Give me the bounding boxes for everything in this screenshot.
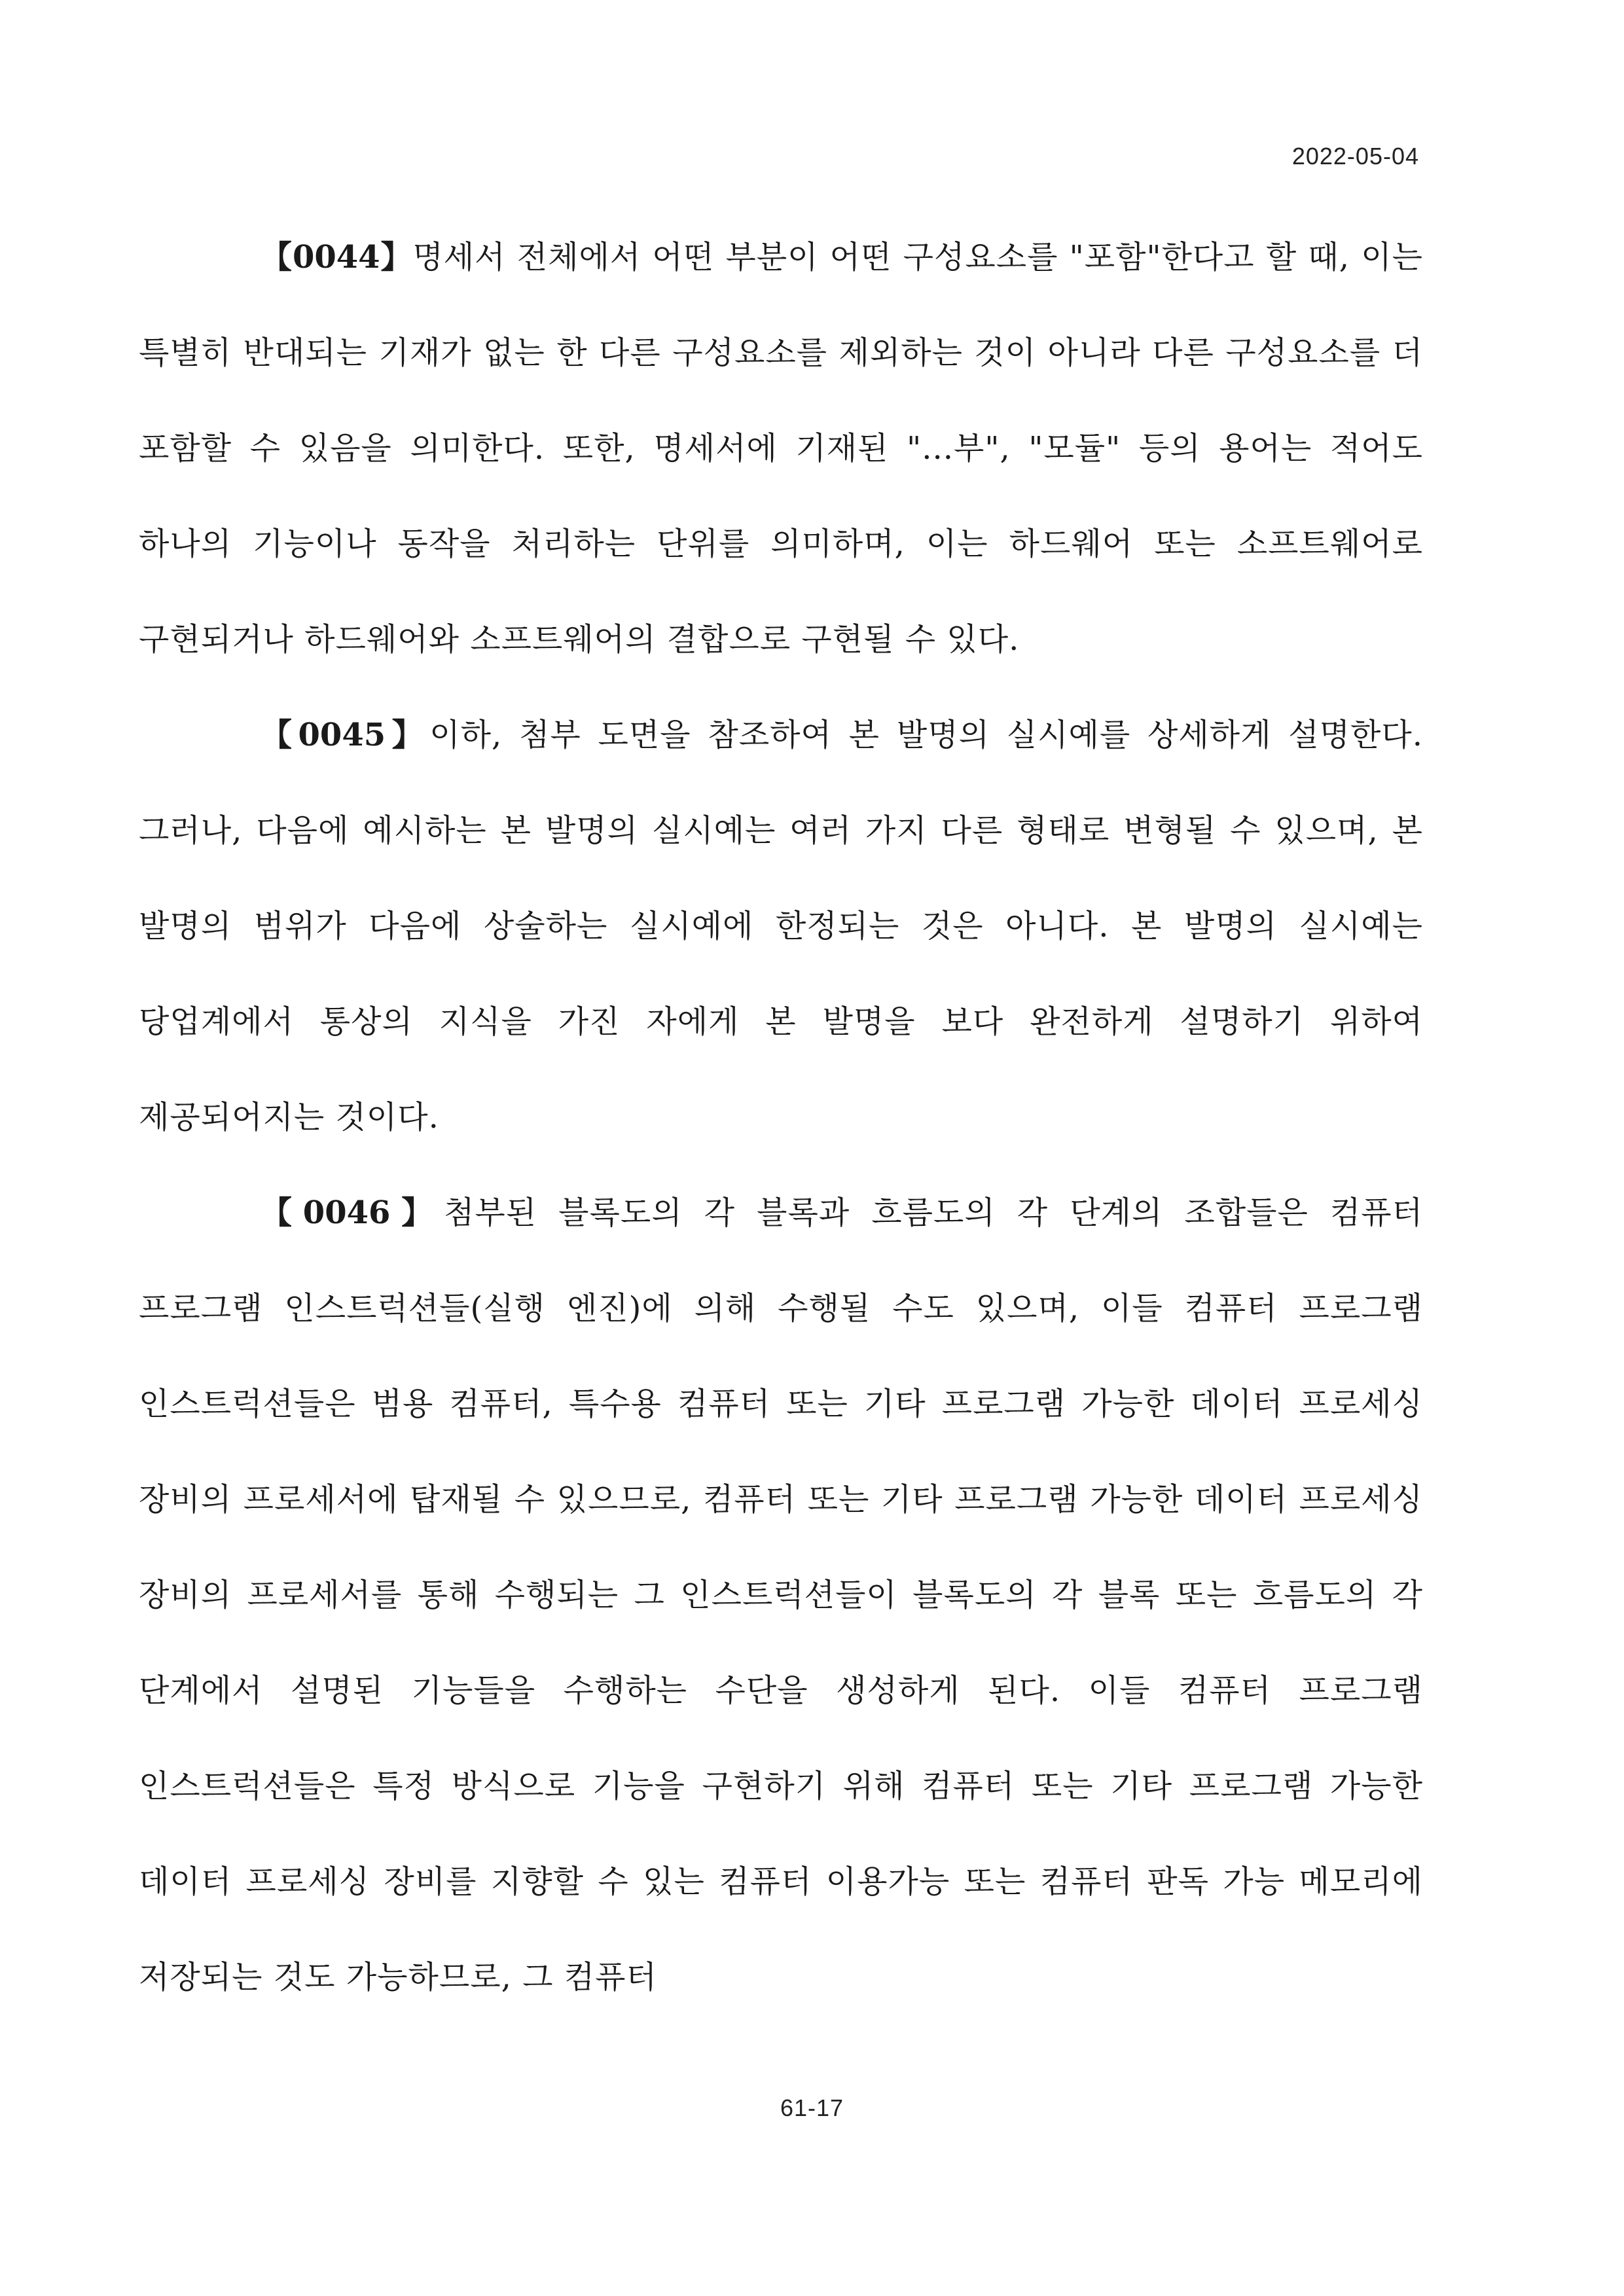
paragraph-number: 【0045】	[261, 717, 430, 753]
document-body	[139, 209, 1423, 2025]
paragraph-text: 명세서 전체에서 어떤 부분이 어떤 구성요소를 "포함"한다고 할 때, 이는 특별히 반대되는 기재가 없는 한 다른 구성요소를 제외하는 것이 아니라 다른 구성요소를 더 포함할 수 있음을 의미한다. 또한, 명세서에 기재된 "...부", "모듈" 등의 용어는 적어도 하나의 기능이나 동작을 처리하는 단위를 의미하며, 이는 하드웨어 또는 소프트웨어로 구현되거나 하드웨어와 소프트웨어의 결합으로 구현될 수 있다.	[139, 239, 1423, 658]
document-date: 2022-05-04	[1291, 143, 1419, 170]
paragraph-0045	[139, 687, 1423, 1165]
paragraph-0046	[139, 1165, 1423, 2025]
paragraph-number: 【0044】	[261, 239, 413, 276]
page-number: 61-17	[780, 2094, 844, 2121]
paragraph-0044	[139, 209, 1423, 687]
paragraph-number: 【0046】	[261, 1194, 444, 1231]
paragraph-text: 이하, 첨부 도면을 참조하여 본 발명의 실시예를 상세하게 설명한다. 그러나, 다음에 예시하는 본 발명의 실시예는 여러 가지 다른 형태로 변형될 수 있으며, 본 발명의 범위가 다음에 상술하는 실시예에 한정되는 것은 아니다. 본 발명의 실시예는 당업계에서 통상의 지식을 가진 자에게 본 발명을 보다 완전하게 설명하기 위하여 제공되어지는 것이다.	[139, 717, 1423, 1136]
paragraph-text: 첨부된 블록도의 각 블록과 흐름도의 각 단계의 조합들은 컴퓨터 프로그램 인스트럭션들(실행 엔진)에 의해 수행될 수도 있으며, 이들 컴퓨터 프로그램 인스트럭션들은 범용 컴퓨터, 특수용 컴퓨터 또는 기타 프로그램 가능한 데이터 프로세싱 장비의 프로세서에 탑재될 수 있으므로, 컴퓨터 또는 기타 프로그램 가능한 데이터 프로세싱 장비의 프로세서를 통해 수행되는 그 인스트럭션들이 블록도의 각 블록 또는 흐름도의 각 단계에서 설명된 기능들을 수행하는 수단을 생성하게 된다. 이들 컴퓨터 프로그램 인스트럭션들은 특정 방식으로 기능을 구현하기 위해 컴퓨터 또는 기타 프로그램 가능한 데이터 프로세싱 장비를 지향할 수 있는 컴퓨터 이용가능 또는 컴퓨터 판독 가능 메모리에 저장되는 것도 가능하므로, 그 컴퓨터	[139, 1194, 1423, 1996]
